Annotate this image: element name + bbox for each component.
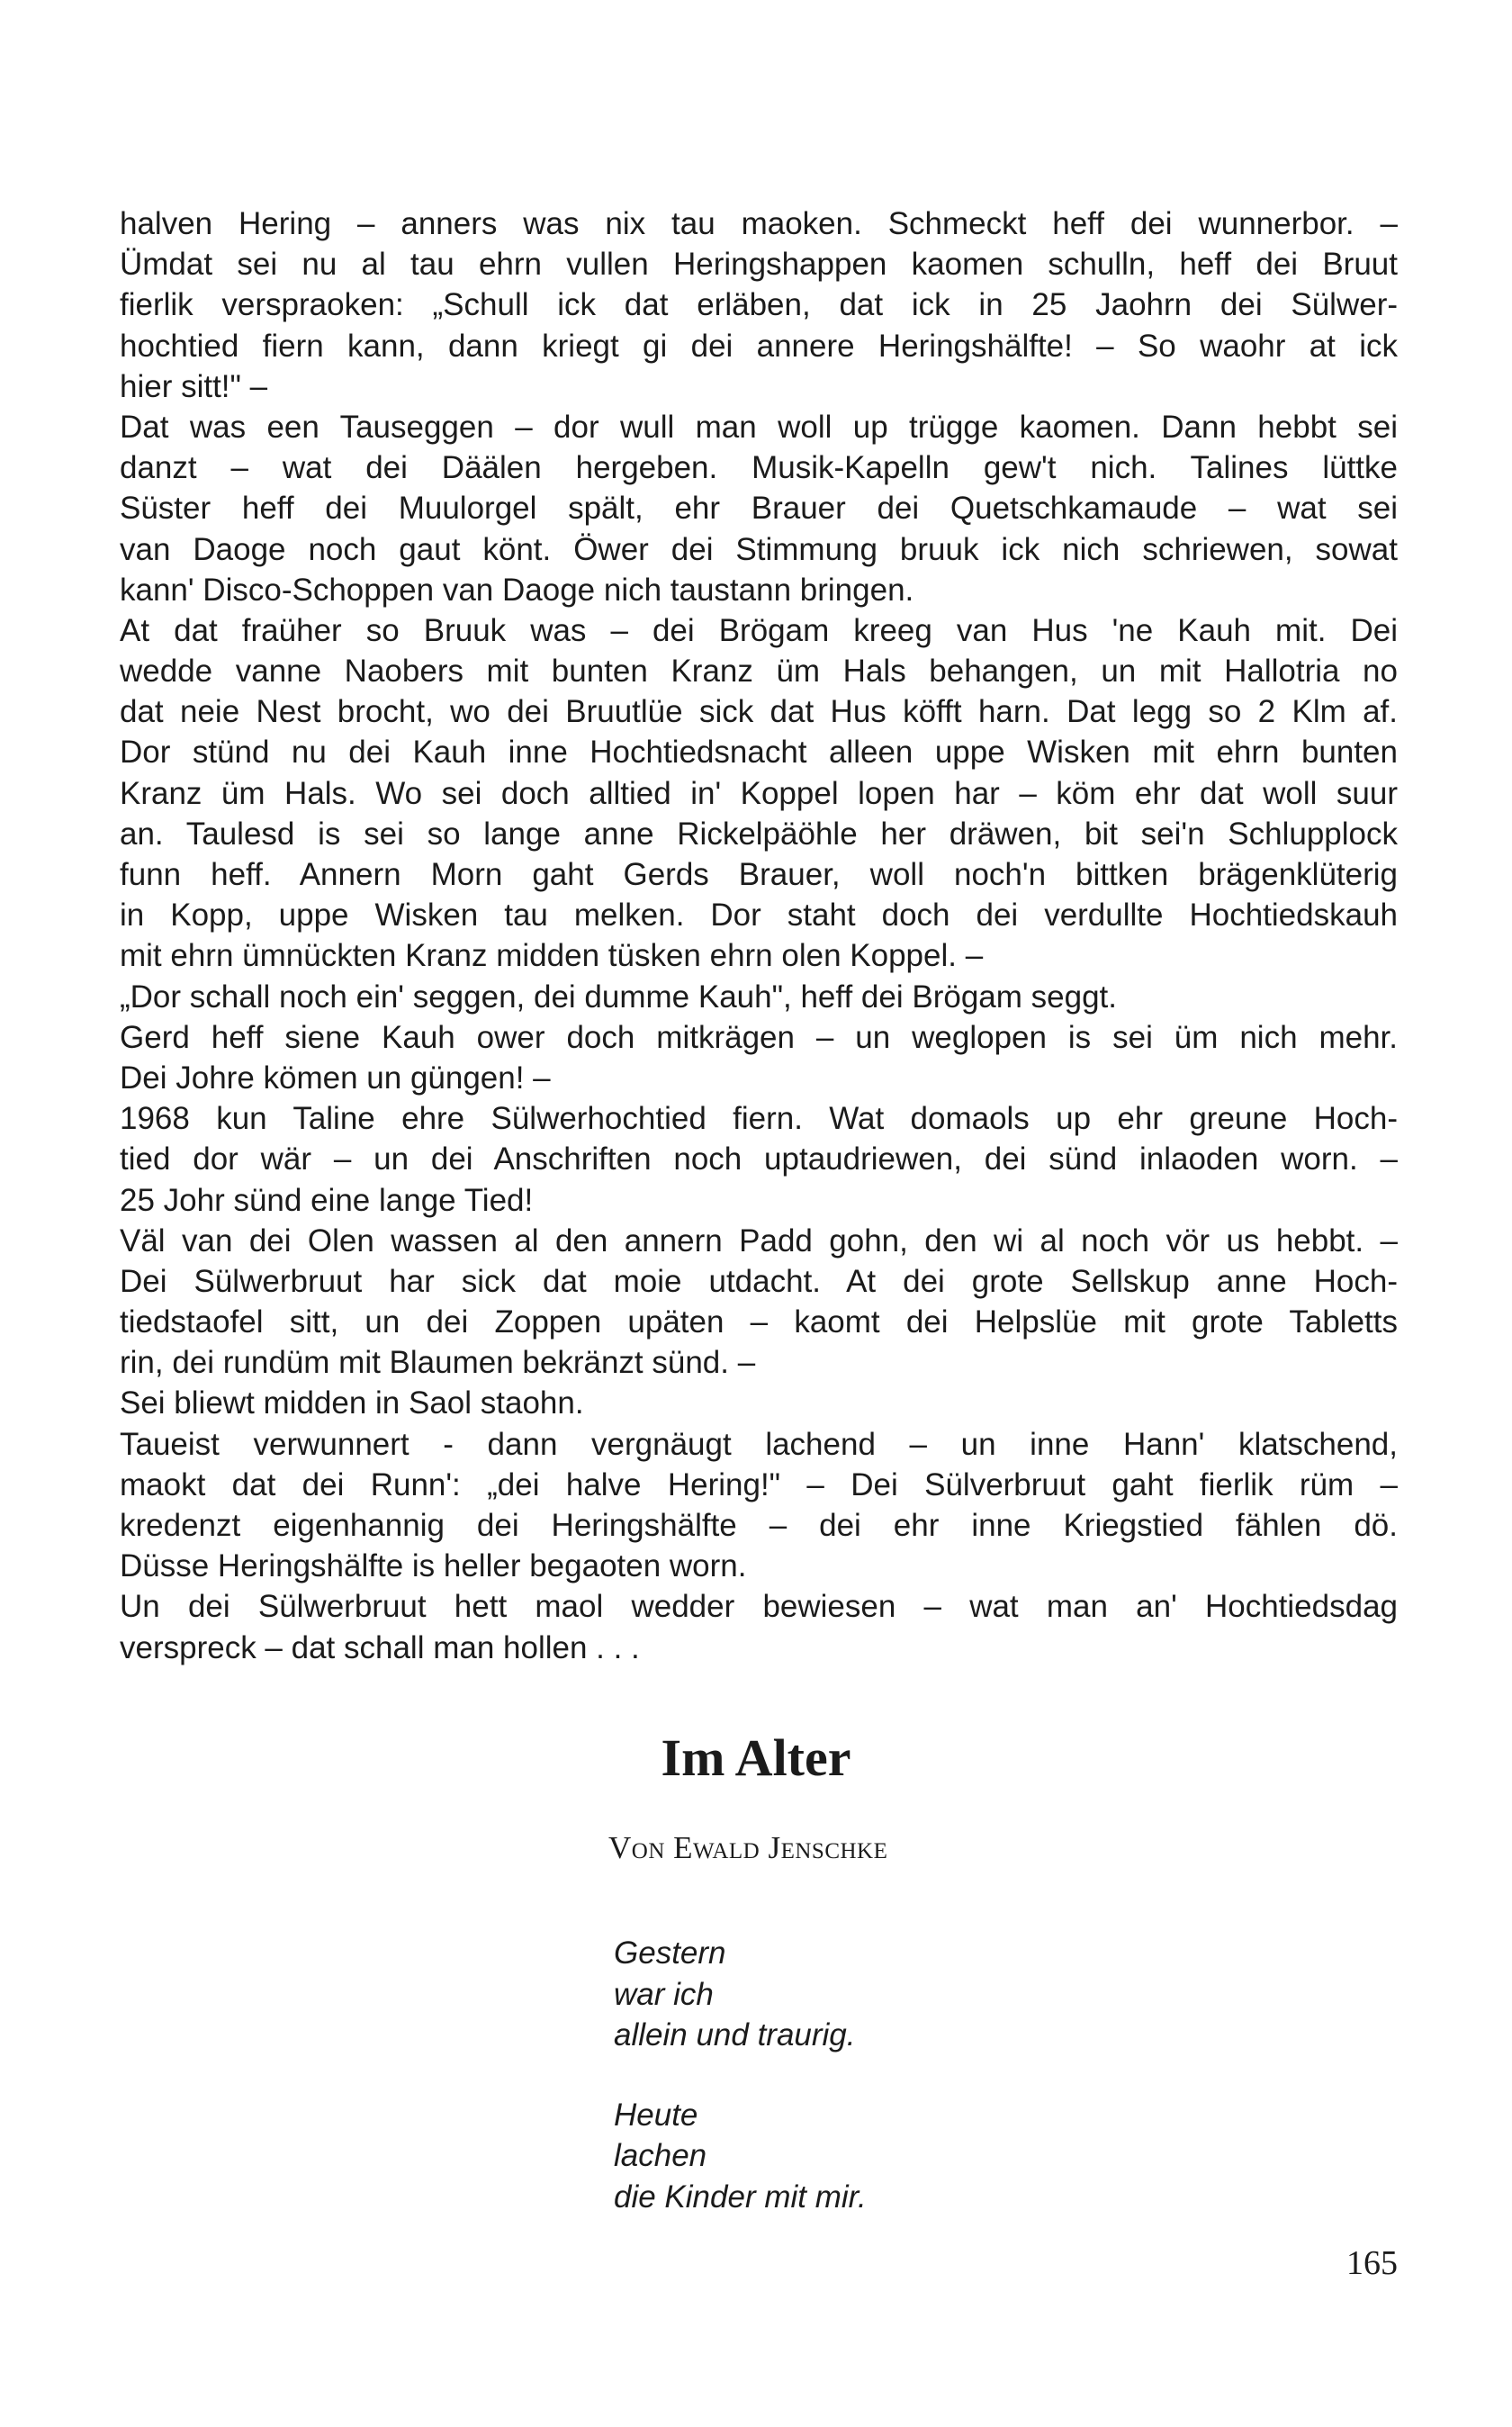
text-line: an. Taulesd is sei so lange anne Rickelpäöhle her dräwen, bit sei'n Schlupplock [120, 816, 1398, 852]
text-line: Väl van dei Olen wassen al den annern Padd gohn, den wi al noch vör us hebbt. – [120, 1223, 1398, 1259]
text-line: verspreck – dat schall man hollen . . . [120, 1629, 640, 1665]
text-line: Dat was een Tauseggen – dor wull man woll up trügge kaomen. Dann hebbt sei [120, 409, 1398, 445]
text-line: „Dor schall noch ein' seggen, dei dumme Kauh", heff dei Brögam seggt. [120, 979, 1117, 1015]
text-line: Dor stünd nu dei Kauh inne Hochtiedsnacht alleen uppe Wisken mit ehrn bunten [120, 735, 1398, 771]
poem-stanza [614, 2095, 867, 2218]
page-number: 165 [1346, 2244, 1398, 2282]
poem-title: Im Alter [661, 1728, 851, 1787]
text-line: Taueist verwunnert - dann vergnäugt lachend – un inne Hann' klatschend, [120, 1426, 1398, 1462]
text-line: Süster heff dei Muulorgel spält, ehr Brauer dei Quetschkamaude – wat sei [120, 491, 1398, 527]
text-line: van Daoge noch gaut könt. Öwer dei Stimmung bruuk ick nich schriewen, sowat [120, 531, 1398, 567]
text-line: Sei bliewt midden in Saol staohn. [120, 1385, 584, 1421]
text-line: dat neie Nest brocht, wo dei Bruutlüe sick dat Hus köfft harn. Dat legg so 2 Klm af. [120, 694, 1398, 730]
text-line: kredenzt eigenhannig dei Heringshälfte – dei ehr inne Kriegstied fählen dö. [120, 1508, 1398, 1543]
text-line: hochtied fiern kann, dann kriegt gi dei annere Heringshälfte! – So waohr at ick [120, 328, 1398, 364]
text-line: 1968 kun Taline ehre Sülwerhochtied fiern. Wat domaols up ehr greune Hoch- [120, 1101, 1398, 1137]
text-line: Kranz üm Hals. Wo sei doch alltied in' Koppel lopen har – köm ehr dat woll suur [120, 775, 1398, 811]
poem-line: Heute [614, 2097, 698, 2133]
text-line: 25 Johr sünd eine lange Tied! [120, 1182, 534, 1218]
poem-line: war ich [614, 1976, 714, 2012]
text-line: At dat fraüher so Bruuk was – dei Brögam kreeg van Hus 'ne Kauh mit. Dei [120, 612, 1398, 648]
poem-body [614, 1933, 867, 2256]
text-line: halven Hering – anners was nix tau maoken. Schmeckt heff dei wunnerbor. – [120, 206, 1398, 241]
text-line: danzt – wat dei Däälen hergeben. Musik-Kapelln gew't nich. Talines lüttke [120, 450, 1398, 486]
text-line: Dei Sülwerbruut har sick dat moie utdacht. At dei grote Sellskup anne Hoch- [120, 1263, 1398, 1299]
poem-stanza [614, 1933, 867, 2056]
text-line: Un dei Sülwerbruut hett maol wedder bewiesen – wat man an' Hochtiedsdag [120, 1589, 1398, 1625]
poem-author: Von Ewald Jenschke [608, 1830, 888, 1865]
text-line: fierlik verspraoken: „Schull ick dat erläben, dat ick in 25 Jaohrn dei Sülwer- [120, 287, 1398, 323]
text-line: kann' Disco-Schoppen van Daoge nich taustann bringen. [120, 572, 914, 608]
text-line: Düsse Heringshälfte is heller begaoten worn. [120, 1548, 747, 1584]
text-line: rin, dei rundüm mit Blaumen bekränzt sünd. – [120, 1345, 756, 1381]
story-text [120, 203, 1398, 1668]
text-line: Gerd heff siene Kauh ower doch mitkrägen – un weglopen is sei üm nich mehr. [120, 1019, 1398, 1055]
text-line: maokt dat dei Runn': „dei halve Hering!" – Dei Sülverbruut gaht fierlik rüm – [120, 1466, 1398, 1502]
text-line: funn heff. Annern Morn gaht Gerds Brauer, woll noch'n bittken brägenklüterig [120, 857, 1398, 892]
poem-line: lachen [614, 2138, 707, 2173]
text-line: Dei Johre kömen un güngen! – [120, 1060, 551, 1096]
text-line: Ümdat sei nu al tau ehrn vullen Heringshappen kaomen schulln, heff dei Bruut [120, 247, 1398, 283]
poem-line: allein und traurig. [614, 2017, 856, 2053]
text-line: tiedstaofel sitt, un dei Zoppen upäten – kaomt dei Helpslüe mit grote Tabletts [120, 1304, 1398, 1340]
poem-line: Gestern [614, 1935, 726, 1971]
text-line: in Kopp, uppe Wisken tau melken. Dor staht doch dei verdullte Hochtiedskauh [120, 898, 1398, 934]
text-line: tied dor wär – un dei Anschriften noch uptaudriewen, dei sünd inlaoden worn. – [120, 1141, 1398, 1177]
text-line: wedde vanne Naobers mit bunten Kranz üm Hals behangen, un mit Hallotria no [120, 654, 1398, 690]
text-line: mit ehrn ümnückten Kranz midden tüsken ehrn olen Koppel. – [120, 938, 984, 974]
text-line: hier sitt!" – [120, 368, 268, 404]
poem-line: die Kinder mit mir. [614, 2179, 867, 2215]
